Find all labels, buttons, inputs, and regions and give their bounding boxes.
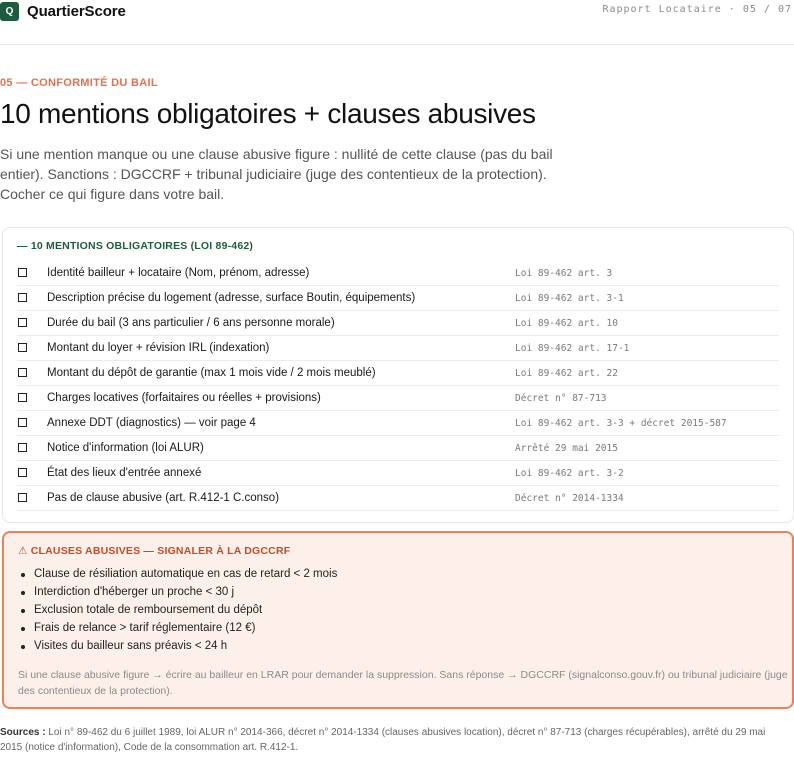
mandatory-mentions-title: — 10 MENTIONS OBLIGATOIRES (LOI 89-462)	[17, 240, 254, 252]
page-title: 10 mentions obligatoires + clauses abusives	[0, 98, 536, 129]
list-item	[18, 568, 337, 586]
checklist-row	[17, 261, 779, 286]
bullet-icon	[21, 573, 25, 577]
report-page-indicator: Rapport Locataire · 05 / 07	[602, 4, 792, 15]
checklist-row	[17, 486, 779, 511]
mention-label: État des lieux d'entrée annexé	[47, 467, 202, 479]
mention-label: Charges locatives (forfaitaires ou réelles + provisions)	[47, 392, 321, 404]
legal-reference: Loi 89-462 art. 3-3 + décret 2015-587	[515, 418, 727, 429]
checkbox[interactable]	[18, 468, 27, 477]
legal-reference: Décret n° 2014-1334	[515, 493, 624, 504]
mention-label: Notice d'information (loi ALUR)	[47, 442, 204, 454]
abusive-clauses-note: Si une clause abusive figure → écrire au bailleur en LRAR pour demander la suppression. Sans réponse → DGCCRF (signalconso.gouv.fr) ou tribunal judiciaire (juge des contentieux de la protection).	[18, 669, 788, 697]
abusive-clauses-title: ⚠ CLAUSES ABUSIVES — SIGNALER À LA DGCCRF	[18, 545, 291, 557]
mention-label: Pas de clause abusive (art. R.412-1 C.conso)	[47, 492, 280, 504]
abusive-clause-text: Visites du bailleur sans préavis < 24 h	[34, 640, 228, 652]
list-item	[18, 622, 337, 640]
bullet-icon	[21, 645, 25, 649]
page-header	[0, 0, 794, 45]
abusive-clauses-list	[18, 568, 337, 658]
checkbox[interactable]	[18, 393, 27, 402]
legal-reference: Décret n° 87-713	[515, 393, 607, 404]
abusive-clause-text: Exclusion totale de remboursement du dépôt	[34, 604, 263, 616]
mention-label: Identité bailleur + locataire (Nom, prénom, adresse)	[47, 267, 310, 279]
legal-reference: Arrêté 29 mai 2015	[515, 443, 618, 454]
list-item	[18, 640, 337, 658]
brand-logo: Q	[0, 2, 19, 21]
legal-reference: Loi 89-462 art. 10	[515, 318, 618, 329]
legal-reference: Loi 89-462 art. 17-1	[515, 343, 630, 354]
checklist-row	[17, 386, 779, 411]
abusive-clause-text: Frais de relance > tarif réglementaire (12 €)	[34, 622, 256, 634]
abusive-clause-text: Interdiction d'héberger un proche < 30 j	[34, 586, 235, 598]
checklist-row	[17, 361, 779, 386]
list-item	[18, 604, 337, 622]
section-lead: Si une mention manque ou une clause abusive figure : nullité de cette clause (pas du bail entier). Sanctions : DGCCRF + tribunal judiciaire (juge des contentieux de la protection). Cocher ce qui figure dans votre bail.	[0, 146, 553, 202]
bullet-icon	[21, 627, 25, 631]
checkbox[interactable]	[18, 418, 27, 427]
checkbox[interactable]	[18, 443, 27, 452]
bullet-icon	[21, 591, 25, 595]
section-eyebrow: 05 — CONFORMITÉ DU BAIL	[0, 77, 158, 89]
checklist-row	[17, 336, 779, 361]
sources-label: Sources :	[0, 727, 46, 738]
checkbox[interactable]	[18, 318, 27, 327]
brand-name: QuartierScore	[27, 3, 126, 20]
checkbox[interactable]	[18, 268, 27, 277]
checklist-row	[17, 436, 779, 461]
checkbox[interactable]	[18, 293, 27, 302]
mention-label: Description précise du logement (adresse, surface Boutin, équipements)	[47, 292, 416, 304]
mention-label: Montant du loyer + révision IRL (indexation)	[47, 342, 270, 354]
mandatory-mentions-card	[2, 227, 794, 523]
checklist-row	[17, 411, 779, 436]
legal-reference: Loi 89-462 art. 3-1	[515, 293, 624, 304]
legal-reference: Loi 89-462 art. 3-2	[515, 468, 624, 479]
checkbox[interactable]	[18, 493, 27, 502]
abusive-clause-text: Clause de résiliation automatique en cas de retard < 2 mois	[34, 568, 338, 580]
mention-label: Durée du bail (3 ans particulier / 6 ans personne morale)	[47, 317, 335, 329]
mandatory-mentions-list	[17, 261, 779, 511]
mention-label: Montant du dépôt de garantie (max 1 mois vide / 2 mois meublé)	[47, 367, 376, 379]
checklist-row	[17, 311, 779, 336]
bullet-icon	[21, 609, 25, 613]
checkbox[interactable]	[18, 343, 27, 352]
checklist-row	[17, 286, 779, 311]
legal-reference: Loi 89-462 art. 22	[515, 368, 618, 379]
abusive-clauses-callout	[2, 531, 794, 709]
sources-text: Loi n° 89-462 du 6 juillet 1989, loi ALUR n° 2014-366, décret n° 2014-1334 (clauses abusives location), décret n° 87-713 (charges récupérables), arrêté du 29 mai 2015 (notice d'information), Code de la consommation art. R.412-1.	[0, 727, 766, 753]
mention-label: Annexe DDT (diagnostics) — voir page 4	[47, 417, 256, 429]
checklist-row	[17, 461, 779, 486]
sources-footnote	[0, 725, 790, 755]
list-item	[18, 586, 337, 604]
checkbox[interactable]	[18, 368, 27, 377]
legal-reference: Loi 89-462 art. 3	[515, 268, 613, 279]
